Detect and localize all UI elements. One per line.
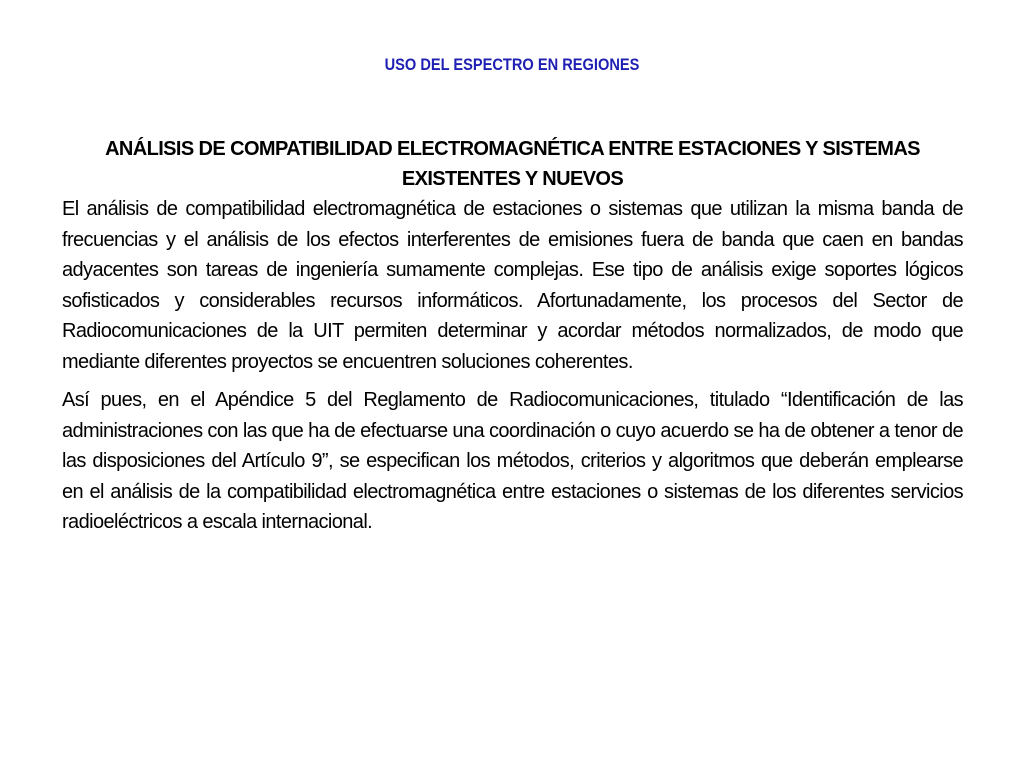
slide-content <box>62 134 963 538</box>
section-heading: ANÁLISIS DE COMPATIBILIDAD ELECTROMAGNÉTICA ENTRE ESTACIONES Y SISTEMAS EXISTENTES Y NUEVOS <box>105 138 920 190</box>
body-paragraph-2: Así pues, en el Apéndice 5 del Reglamento de Radiocomunicaciones, titulado “Identificación de las administraciones con las que ha de efectuarse una coordinación o cuyo acuerdo se ha de obtener a tenor de las disposiciones del Artículo 9”, se especifican los métodos, criterios y algoritmos que deberán emplearse en el análisis de la compatibilidad electromagnética entre estaciones o sistemas de los diferentes servicios radioeléctricos a escala internacional. <box>62 389 963 533</box>
slide-title: USO DEL ESPECTRO EN REGIONES <box>384 55 640 74</box>
body-paragraph-1: El análisis de compatibilidad electromagnética de estaciones o sistemas que utilizan la misma banda de frecuencias y el análisis de los efectos interferentes de emisiones fuera de banda que caen en bandas adyacentes son tareas de ingeniería sumamente complejas. Ese tipo de análisis exige soportes lógicos sofisticados y considerables recursos informáticos. Afortunadamente, los procesos del Sector de Radiocomunicaciones de la UIT permiten determinar y acordar métodos normalizados, de modo que mediante diferentes proyectos se encuentren soluciones coherentes. <box>62 198 963 373</box>
